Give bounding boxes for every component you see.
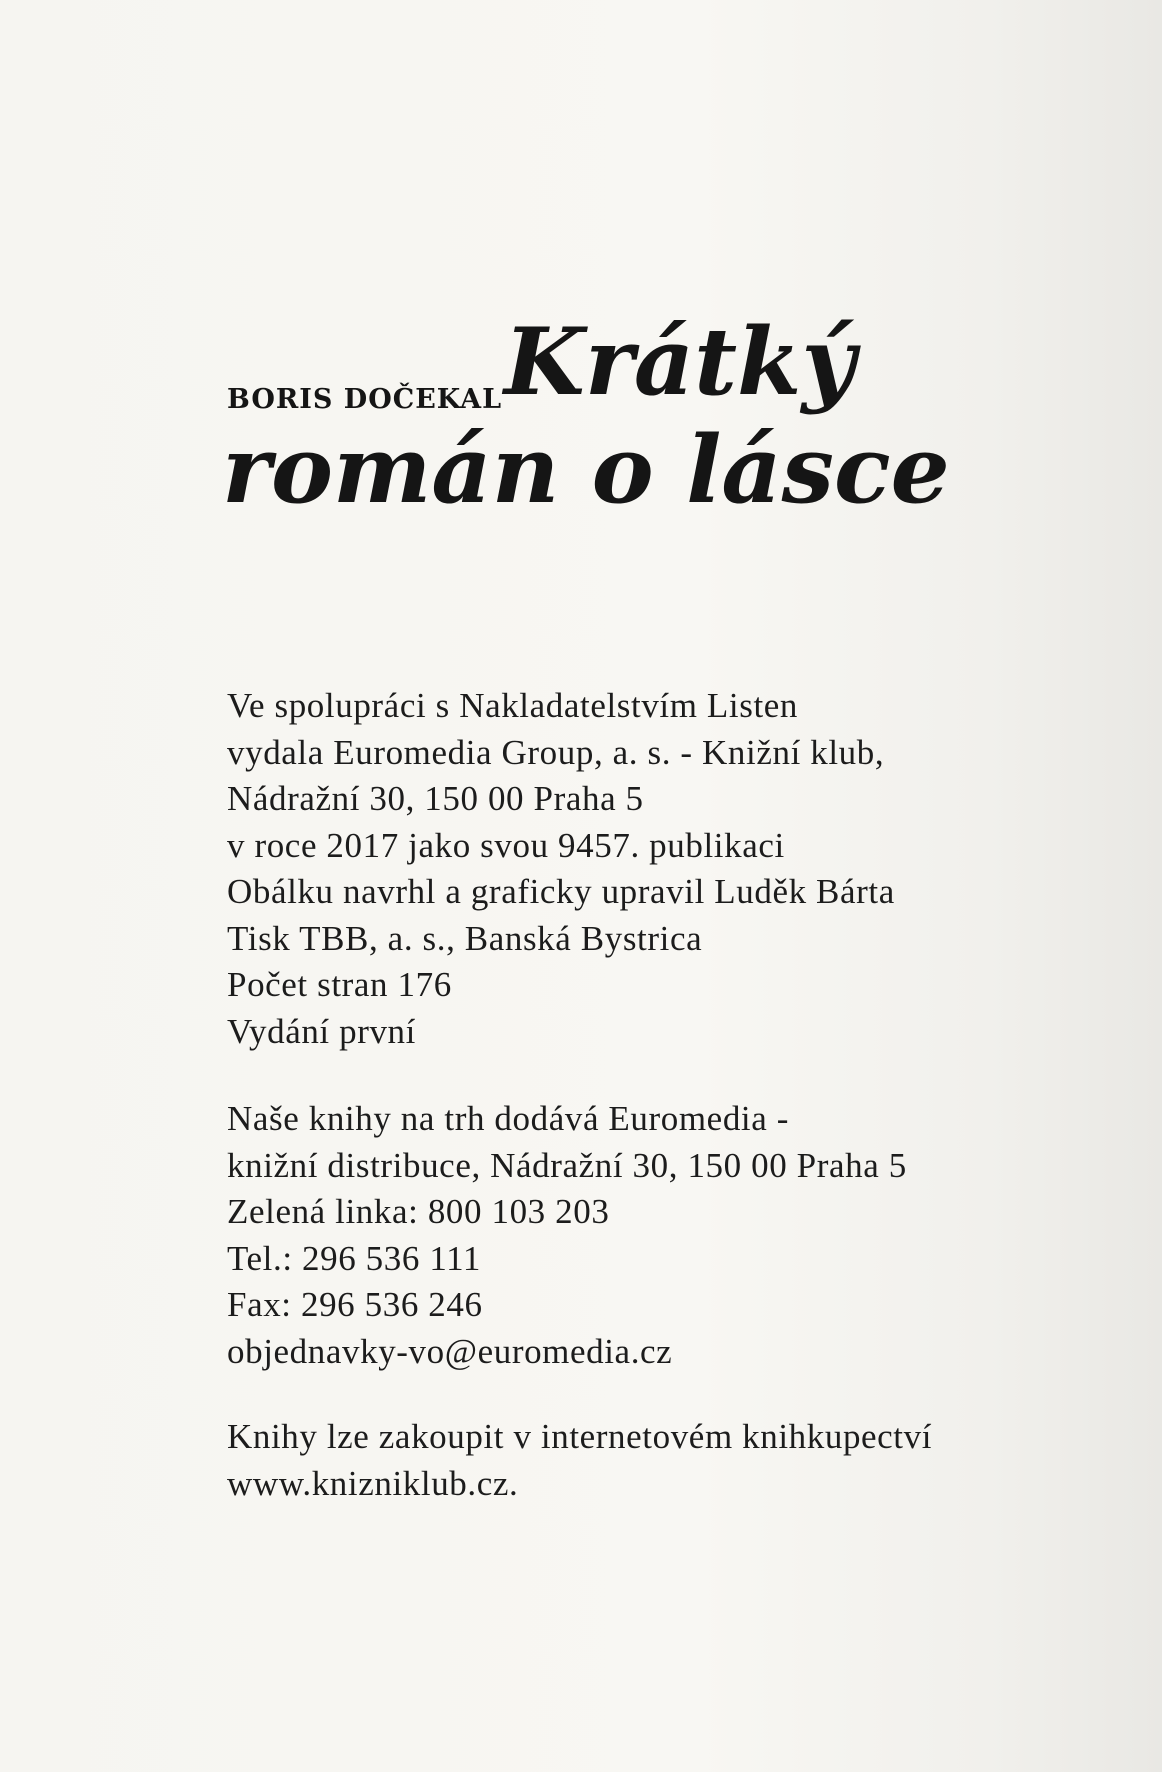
distribution-block (227, 1096, 907, 1375)
phone-line: Zelená linka: 800 103 203 (227, 1192, 610, 1231)
imprint-line: Tisk TBB, a. s., Banská Bystrica (227, 918, 703, 958)
imprint-line: vydala Euromedia Group, a. s. - Knižní klub, (227, 732, 885, 772)
imprint-line: v roce 2017 jako svou 9457. publikaci (227, 825, 785, 865)
book-title-line-2: román o lásce (222, 415, 950, 524)
imprint-line: Ve spolupráci s Nakladatelstvím Listen (227, 686, 799, 725)
book-title-line-1: Krátký (504, 307, 856, 416)
fax-line: Fax: 296 536 246 (227, 1285, 483, 1324)
imprint-line: Počet stran 176 (227, 965, 452, 1004)
email-line: objednavky-vo@euromedia.cz (227, 1331, 673, 1371)
author-name: BORIS DOČEKAL (227, 384, 503, 415)
purchase-block (227, 1414, 932, 1507)
distribution-line: Naše knihy na trh dodává Euromedia - (227, 1099, 789, 1138)
imprint-block (227, 683, 895, 1055)
distribution-line: knižní distribuce, Nádražní 30, 150 00 Praha 5 (227, 1145, 907, 1185)
imprint-line: Vydání první (227, 1011, 416, 1051)
imprint-line: Nádražní 30, 150 00 Praha 5 (227, 779, 644, 818)
purchase-line: Knihy lze zakoupit v internetovém knihkupectví (227, 1417, 933, 1456)
imprint-line: Obálku navrhl a graficky upravil Luděk Bárta (227, 872, 895, 911)
website-line: www.knizniklub.cz. (227, 1463, 519, 1503)
phone-line: Tel.: 296 536 111 (227, 1238, 482, 1278)
